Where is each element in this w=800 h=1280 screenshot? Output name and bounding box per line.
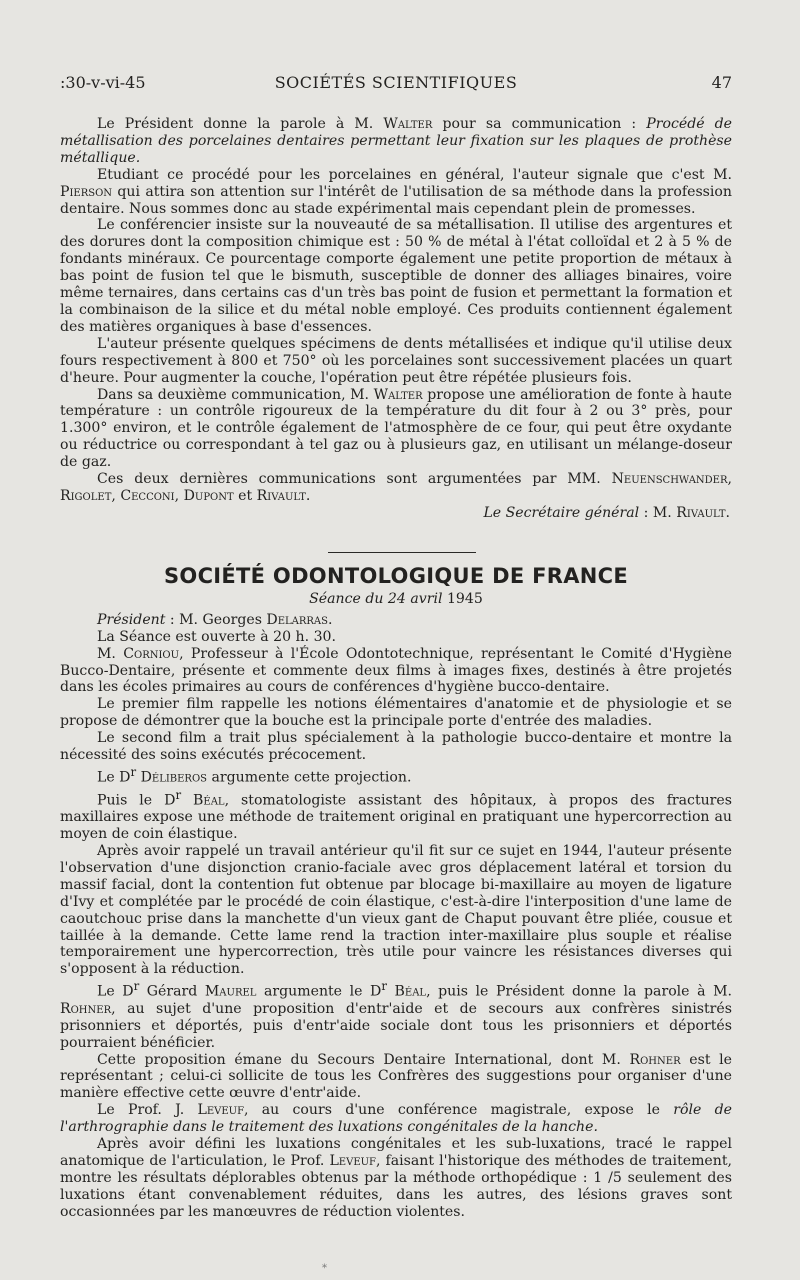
section-heading: SOCIÉTÉ ODONTOLOGIQUE DE FRANCE (164, 564, 628, 588)
paragraph: Après avoir défini les luxations congénitales et les sub-luxations, tracé le rappel anatomique de l'articulation, le Prof. Leveuf, faisant l'historique des méthodes de traitement, montre les résultats déplorables obtenus par la méthode orthopédique : 1 /5 seulement des luxations étant convenablement réduites, dans les autres, des lésions graves sont occasionnées par les manœuvres de réduction violentes. (60, 1136, 732, 1220)
signature: Le Secrétaire général : M. Rivault. (483, 504, 730, 521)
paragraph: Le second film a trait plus spécialement à la pathologie bucco-dentaire et montre la nécessité des soins exécutés précocement. (60, 730, 732, 764)
paragraph: Le $D^r$ Déliberos argumente cette projection. (97, 764, 412, 786)
paragraph: Le Prof. J. Leveuf, au cours d'une conférence magistrale, expose le rôle de l'arthrographie dans le traitement des luxations congénitales de la hanche. (60, 1102, 732, 1136)
page-number: 47 (711, 73, 732, 92)
running-title: SOCIÉTÉS SCIENTIFIQUES (274, 73, 518, 92)
issue-date: :30-v-vi-45 (60, 73, 146, 92)
paragraph: Le $D^r$ Gérard Maurel argumente le $D^r$ Béal, puis le Président donne la parole à M. Rohner, au sujet d'une proposition d'entr'aide et de secours aux confrères sinistrés prisonniers et déportés, puis d'entr'aide sociale dont tous les prisonniers et déportés pourraient bénéficier. (60, 979, 732, 1051)
paragraph: Dans sa deuxième communication, M. Walter propose une amélioration de fonte à haute température : un contrôle rigoureux de la température du dit four à 2 ou 3° près, pour 1.300° environ, et le contrôle également de l'atmosphère de ce four, qui peut être oxydante ou réductrice ou correspondant à tel gaz ou à plusieurs gaz, en utilisant un mélange-doseur de gaz. (60, 386, 732, 471)
paragraph: La Séance est ouverte à 20 h. 30. (97, 628, 336, 645)
person-name: Pierson (60, 183, 113, 200)
paragraph: Cette proposition émane du Secours Dentaire International, dont M. Rohner est le représentant ; celui-ci sollicite de tous les Confrères des suggestions pour organiser d'une manière effective cette œuvre d'entr'aide. (60, 1051, 733, 1102)
section-societe-odontologique (60, 564, 733, 1221)
section-walter (60, 116, 732, 522)
paragraph: Le premier film rappelle les notions élémentaires d'anatomie et de physiologie et se propose de démontrer que la bouche est la principale porte d'entrée des maladies. (60, 696, 732, 730)
lecture-title: rôle de l'arthrographie dans le traitement des luxations congénitales de la hanche. (60, 1102, 732, 1136)
paragraph: Le conférencier insiste sur la nouveauté de sa métallisation. Il utilise des argentures et des dorures dont la composition chimique est : 50 % de métal à l'état colloïdal et 2 à 5 % de fondants minéraux. Ce pourcentage comporte également une petite proportion de métaux à bas point de fusion tel que le bismuth, susceptible de donner des alliages binaires, voire même ternaires, dans certains cas d'un très bas point de fusion et permettant la formation et la combinaison de la silice et du métal noble employé. Ces produits contiennent également des matières organiques à base d'essences. (60, 217, 732, 335)
print-mark: * (322, 1263, 327, 1274)
person-name: Walter (373, 386, 423, 403)
paragraph: M. Corniou, Professeur à l'École Odontotechnique, représentant le Comité d'Hygiène Bucco-Dentaire, présente et commente deux films à images fixes, destinés à être projetés dans les écoles primaires au cours de conférences d'hygiène bucco-dentaire. (60, 645, 732, 696)
president-line: Président : M. Georges Delarras. (97, 611, 333, 628)
paragraph: Etudiant ce procédé pour les porcelaines en général, l'auteur signale que c'est M. Pierson qui attira son attention sur l'intérêt de l'utilisation de sa méthode dans la profession dentaire. Nous sommes donc au stade expérimental mais cependant plein de promesses. (60, 166, 732, 217)
paragraph: L'auteur présente quelques spécimens de dents métallisées et indique qu'il utilise deux fours respectivement à 800 et 750° où les porcelaines sont successivement placées un quart d'heure. Pour augmenter la couche, l'opération peut être répétée plusieurs fois. (60, 335, 732, 386)
communication-title: Procédé de métallisation des porcelaines dentaires permettant leur fixation sur les plaques de prothèse métallique. (60, 116, 733, 166)
paragraph: Ces deux dernières communications sont argumentées par MM. Neuenschwander, Rigolet, Cecconi, Dupont et Rivault. (60, 471, 732, 504)
section-divider (328, 552, 476, 553)
paragraph: Après avoir rappelé un travail antérieur qu'il fit sur ce sujet en 1944, l'auteur présente l'observation d'une disjonction cranio-faciale avec gros déplacement latéral et torsion du massif facial, dont la contention fut obtenue par blocage bi-maxillaire au moyen de ligature d'Ivy et complétée par le procédé de coin élastique, c'est-à-dire l'interposition d'une lame de caoutchouc prise dans la manchette d'un vieux gant de Chaput pouvant être pliée, cousue et taillée à la demande. Cette lame rend la traction inter-maxillaire plus souple et réalise temporairement une hypercorrection, très utile pour vaincre les résistances diverses qui s'opposent à la réduction. (60, 842, 732, 978)
author-name: Walter (383, 116, 433, 132)
paragraph: Le Président donne la parole à M. Walter pour sa communication : Procédé de métallisation des porcelaines dentaires permettant leur fixation sur les plaques de prothèse métallique. (60, 116, 733, 166)
session-date: Séance du 24 avril 1945 (309, 590, 483, 607)
paragraph: Puis le $D^r$ Béal, stomatologiste assistant des hôpitaux, à propos des fractures maxillaires expose une méthode de traitement original en pratiquant une hypercorrection au moyen de coin élastique. (60, 787, 732, 843)
